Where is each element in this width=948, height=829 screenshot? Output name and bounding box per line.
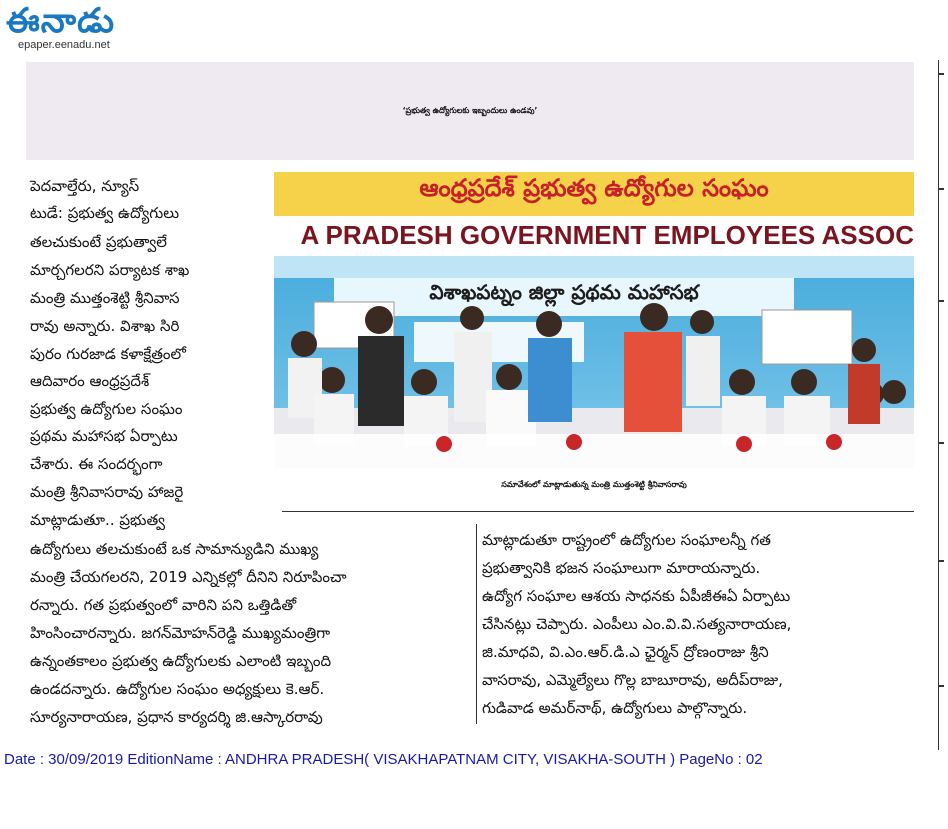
- headline: ‘ప్రభుత్వ ఉద్యోగులకు ఇబ్బందులు ఉండవు’: [402, 106, 538, 115]
- column-rule: [476, 524, 477, 724]
- article-line: చేసినట్లు చెప్పారు. ఎంపీలు ఎం.వి.వి.సత్యనారాయణ,: [482, 615, 792, 633]
- event-photo-illustration: [274, 172, 914, 468]
- article-line: మాట్లాడుతూ రాష్ట్రంలో ఉద్యోగుల సంఘాలన్నీ గత: [482, 531, 771, 549]
- article-line: మంత్రి శ్రీనివాసరావు హాజరై: [30, 483, 184, 501]
- article-line: మంత్రి ముత్తంశెట్టి శ్రీనివాస: [30, 289, 180, 307]
- article-line: గుడివాడ అమర్‌నాథ్, ఉద్యోగులు పాల్గొన్నారు.: [482, 699, 748, 717]
- border-tick: [938, 442, 944, 444]
- logo-wordmark: ఈనాడు: [6, 1, 116, 41]
- article-line: హింసించారన్నారు. జగన్‌మోహన్‌రెడ్డి ముఖ్యమంత్రిగా: [30, 624, 331, 642]
- border-tick: [938, 73, 944, 75]
- article-line: వాసరావు, ఎమ్మెల్యేలు గొల్ల బాబూరావు, అదీప్‌రాజు,: [482, 671, 783, 689]
- article-line: ఉద్యోగులు తలచుకుంటే ఒక సామాన్యుడిని ముఖ్య: [30, 540, 319, 558]
- article-line: చేశారు. ఈ సందర్భంగా: [30, 455, 163, 473]
- article-line: ఉద్యోగ సంఘాల ఆశయ సాధనకు ఏపీజీఈఏ ఏర్పాటు: [482, 587, 791, 605]
- article-line: ఉన్నంతకాలం ప్రభుత్వ ఉద్యోగులకు ఎలాంటి ఇబ్బంది: [30, 652, 332, 670]
- site-url: epaper.eenadu.net: [18, 39, 110, 51]
- article-line: జి.మాధవి, వి.ఎం.ఆర్.డి.ఎ ఛైర్మన్ ద్రోణంరాజు శ్రీని: [482, 643, 769, 661]
- article-line: మంత్రి చేయగలరని, 2019 ఎన్నికల్లో దీనిని నిరూపించా: [30, 568, 347, 586]
- article-line: సూర్యనారాయణ, ప్రధాన కార్యదర్శి జి.ఆస్కారరావు: [30, 708, 323, 726]
- article-line: ఉండదన్నారు. ఉద్యోగుల సంఘం అధ్యక్షులు కె.ఆర్.: [30, 680, 325, 698]
- border-tick: [938, 300, 944, 302]
- caption-rule: [282, 511, 914, 512]
- eenadu-logo: [6, 2, 146, 57]
- article-line: రన్నారు. గత ప్రభుత్వంలో వారిని పని ఒత్తిడితో: [30, 596, 297, 614]
- banner-telugu: ఆంధ్రప్రదేశ్ ప్రభుత్వ ఉద్యోగుల సంఘం: [419, 174, 769, 202]
- article-line: తలచుకుంటే ప్రభుత్వాలే: [30, 233, 167, 251]
- article-line: మార్చగలరని పర్యాటక శాఖ: [30, 261, 190, 279]
- article-line: ప్రభుత్వ ఉద్యోగుల సంఘం: [30, 400, 183, 418]
- edition-footer: Date : 30/09/2019 EditionName : ANDHRA PRADESH( VISAKHAPATNAM CITY, VISAKHA-SOUTH ) PageNo : 02: [4, 751, 763, 768]
- headline-box: [26, 62, 914, 160]
- article-line: రావు అన్నారు. విశాఖ సిరి: [30, 317, 180, 335]
- border-tick: [938, 685, 944, 687]
- article-line: టుడే: ప్రభుత్వ ఉద్యోగులు: [30, 204, 180, 222]
- banner-english: A PRADESH GOVERNMENT EMPLOYEES ASSOC: [300, 220, 914, 250]
- banner-subtitle: విశాఖపట్నం జిల్లా ప్రథమ మహాసభ: [429, 280, 699, 304]
- article-line: ఆదివారం ఆంధ్రప్రదేశ్: [30, 372, 150, 390]
- event-photo: [274, 172, 914, 468]
- right-border-rule: [938, 60, 939, 750]
- article-line: ప్రభుత్వానికి భజన సంఘాలుగా మారాయన్నారు.: [482, 559, 761, 577]
- article-line: ప్రథమ మహాసభ ఏర్పాటు: [30, 427, 178, 445]
- article-line: పురం గురజాడ కళాక్షేత్రంలో: [30, 345, 186, 363]
- article-line: మాట్లాడుతూ.. ప్రభుత్వ: [30, 511, 165, 529]
- article-line: పెదవాల్తేరు, న్యూస్: [30, 177, 140, 195]
- border-tick: [938, 188, 944, 190]
- border-tick: [938, 560, 944, 562]
- photo-caption: సమావేశంలో మాట్లాడుతున్న మంత్రి ముత్తంశెట్టి శ్రీనివాసరావు: [501, 480, 687, 489]
